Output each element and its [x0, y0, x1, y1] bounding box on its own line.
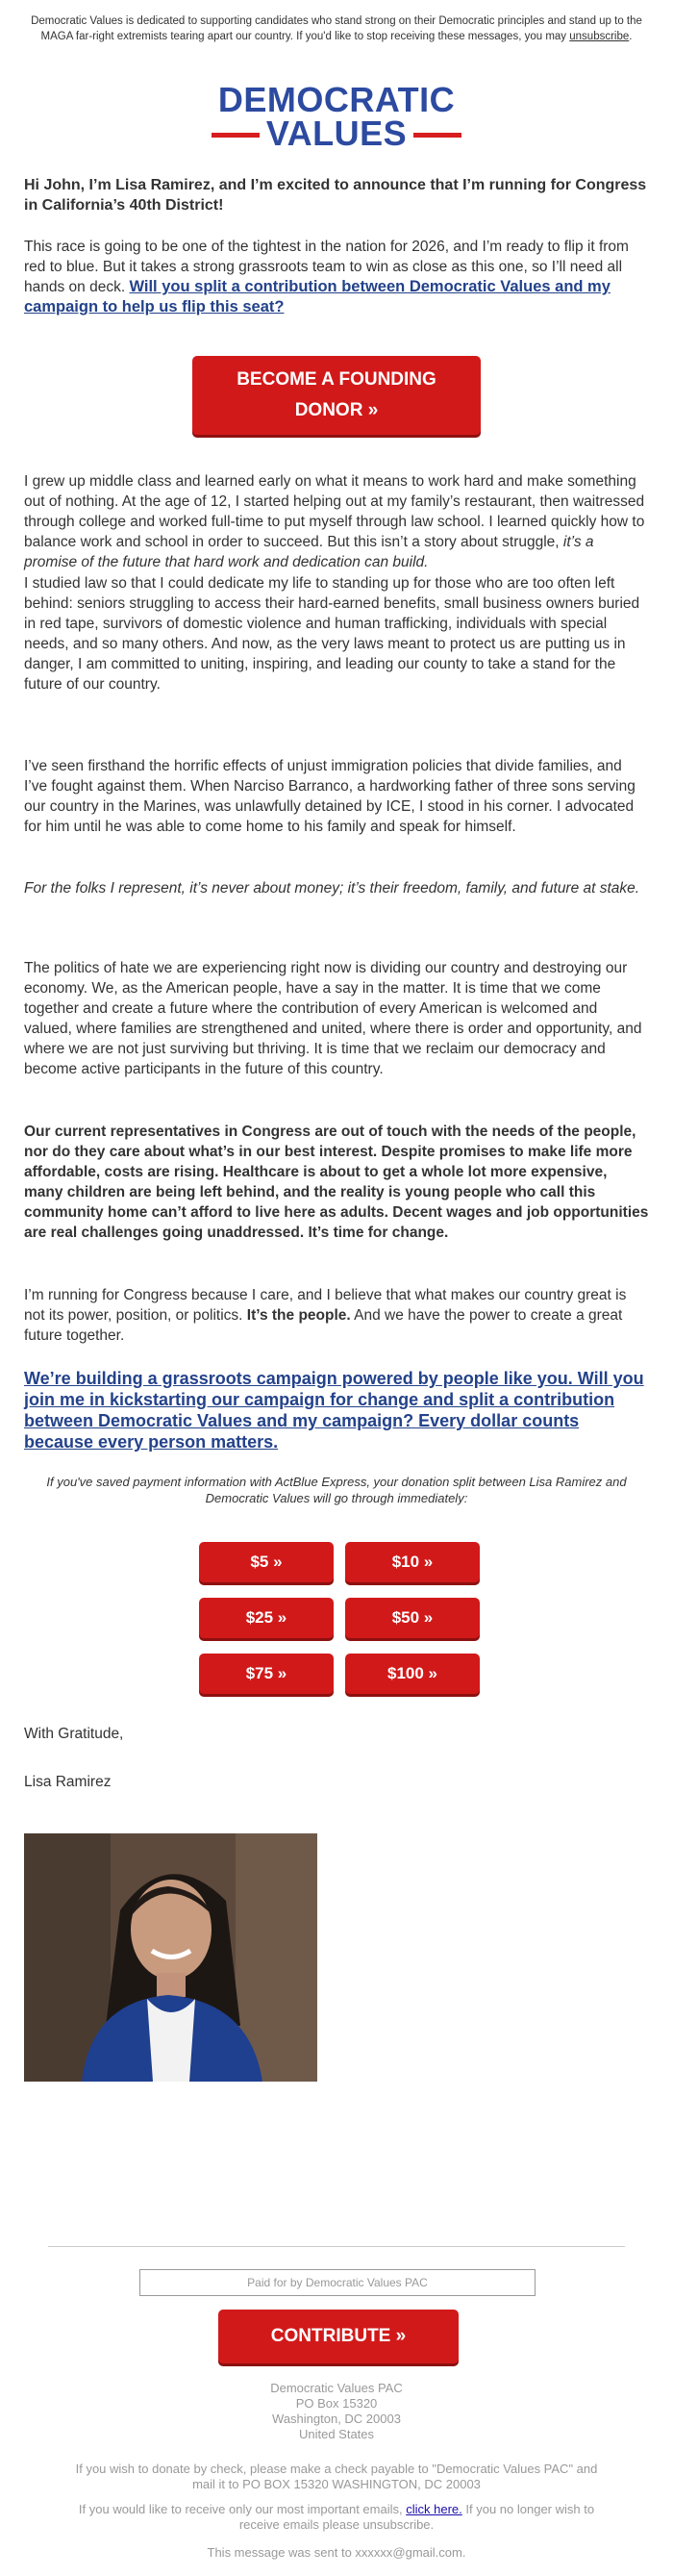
story-paragraph-6: Our current representatives in Congress are out of touch with the needs of the people, nor do they care about what’s in our best interest. Despite promises to make life more affordable, costs are rising. Healthcare is about to get a whole lot more expensive, many children are being left behind, and the reality is young people who call this community home can’t afford to live here as adults. Decent wages and job opportunities are real challenges going unaddressed. It’s time for change.	[24, 1124, 649, 1241]
greeting: Hi John, I’m Lisa Ramirez, and I’m excited to announce that I’m running for Congress in California’s 40th District!	[24, 177, 647, 214]
important-text-b: If you no longer wish to receive emails please unsubscribe.	[238, 2502, 595, 2532]
logo-line-2	[212, 114, 461, 153]
donate-75-button[interactable]: $75 »	[199, 1654, 334, 1694]
candidate-photo-illustration	[24, 1833, 317, 2082]
p7-bold: It’s the people.	[246, 1307, 351, 1324]
p7-text-b: And we have the power to create a great future together.	[24, 1307, 623, 1344]
candidate-photo	[24, 1833, 317, 2082]
footer-address	[48, 2381, 625, 2442]
contribute-button[interactable]: CONTRIBUTE »	[218, 2310, 459, 2363]
democratic-values-logo	[212, 80, 461, 153]
p1-italic: it’s a promise of the future that hard work and dedication can build.	[24, 534, 594, 570]
logo-red-bar-right	[413, 133, 461, 138]
address-line: United States	[298, 2427, 375, 2441]
address-line: PO Box 15320	[295, 2396, 378, 2411]
story-paragraph-5: The politics of hate we are experiencing right now is dividing our country and destroying our economy. We, as the American people, have a say in the matter. It is time that we come together and create a future where the contribution of every American is welcomed and valued, where families are strengthened and united, where there is order and opportunity, and where we are not just surviving but thriving. It is time that we reclaim our democracy and become active participants in the future of this country.	[24, 960, 642, 1077]
click-here-link[interactable]: click here.	[406, 2502, 462, 2516]
founding-button-line1: BECOME A FOUNDING	[237, 369, 436, 390]
important-text-a: If you would like to receive only our most important emails,	[78, 2502, 403, 2516]
logo-line-2-text: VALUES	[265, 114, 408, 153]
closing: With Gratitude,	[24, 1726, 124, 1742]
cta-link[interactable]: We’re building a grassroots campaign powered by people like you. Will you join me in kickstarting our campaign for change and split a contribution between Democratic Values and my campaign? Every dollar counts because every person matters.	[24, 1369, 644, 1452]
logo-line-1: DEMOCRATIC	[217, 80, 456, 119]
signature-name: Lisa Ramirez	[24, 1774, 112, 1790]
story-paragraph-3: I’ve seen firsthand the horrific effects of unjust immigration policies that divide families, and I’ve fought against them. When Narciso Barranco, a hardworking father of three sons serving our country in the Marines, was unlawfully detained by ICE, I stood in his corner. I advocated for him until he was able to come home to his family and speak for himself.	[24, 758, 636, 835]
actblue-note: If you've saved payment information with ActBlue Express, your donation split between Lisa Ramirez and Democratic Values will go through immediately:	[46, 1475, 627, 1505]
story-paragraph-4: For the folks I represent, it’s never about money; it’s their freedom, family, and future at stake.	[24, 880, 640, 897]
logo-red-bar-left	[212, 133, 260, 138]
p1-text: I grew up middle class and learned early on what it means to work hard and make something out of nothing. At the age of 12, I started helping out at my family’s restaurant, then waitressed through college and worked full-time to put myself through law school. I learned quickly how to balance work and school in order to succeed. But this isn’t a story about struggle,	[24, 473, 645, 550]
race-text: This race is going to be one of the tightest in the nation for 2026, and I’m ready to flip it from red to blue. But it takes a strong grassroots team to win as close as this one, so I’ll need all hands on deck.	[24, 239, 629, 295]
story-paragraph-1	[24, 471, 649, 572]
story-paragraph-7	[24, 1285, 649, 1346]
race-link[interactable]: Will you split a contribution between Democratic Values and my campaign to help us flip this seat?	[24, 278, 611, 316]
header-disclaimer: Democratic Values is dedicated to supporting candidates who stand strong on their Democratic principles and stand up to the MAGA far-right extremists tearing apart our country. If you'd like to stop receiving these messages, you may unsubscribe.	[31, 15, 642, 42]
donate-50-button[interactable]: $50 »	[345, 1598, 480, 1638]
donate-100-button[interactable]: $100 »	[345, 1654, 480, 1694]
disclaimer-text: Democratic Values is dedicated to supporting candidates who stand strong on their Democratic principles and stand up to the MAGA far-right extremists tearing apart our country. If you'd like to stop receiving these messages, you may	[31, 15, 642, 42]
donate-5-button[interactable]: $5 »	[199, 1542, 334, 1582]
unsubscribe-link[interactable]: unsubscribe	[569, 31, 630, 42]
p7-text-a: I’m running for Congress because I care, and I believe that what makes our country great is not its power, position, or politics.	[24, 1287, 627, 1324]
story-paragraph-2: I studied law so that I could dedicate my life to standing up for those who are too often left behind: seniors struggling to access their hard-earned benefits, small business owners buried in red tape, survivors of domestic violence and human trafficking, individuals with special needs, and so many others. And now, as the very laws meant to protect us are putting us in danger, I am committed to uniting, inspiring, and leading our county to take a stand for the future of our country.	[24, 575, 640, 693]
address-line: Washington, DC 20003	[272, 2412, 401, 2426]
race-paragraph	[24, 237, 649, 317]
founding-donor-button[interactable]	[192, 356, 481, 435]
email-preferences	[72, 2502, 601, 2533]
donate-25-button[interactable]: $25 »	[199, 1598, 334, 1638]
sent-to: This message was sent to xxxxxx@gmail.com.	[207, 2545, 466, 2560]
donate-10-button[interactable]: $10 »	[345, 1542, 480, 1582]
address-line: Democratic Values PAC	[270, 2381, 403, 2395]
cta-paragraph	[24, 1368, 649, 1452]
check-note: If you wish to donate by check, please make a check payable to "Democratic Values PAC" and mail it to PO BOX 15320 WASHINGTON, DC 20003	[75, 2462, 598, 2491]
footer-divider	[48, 2246, 625, 2247]
founding-button-line2: DONOR »	[294, 400, 379, 420]
paid-for-by-box: Paid for by Democratic Values PAC	[139, 2269, 536, 2296]
